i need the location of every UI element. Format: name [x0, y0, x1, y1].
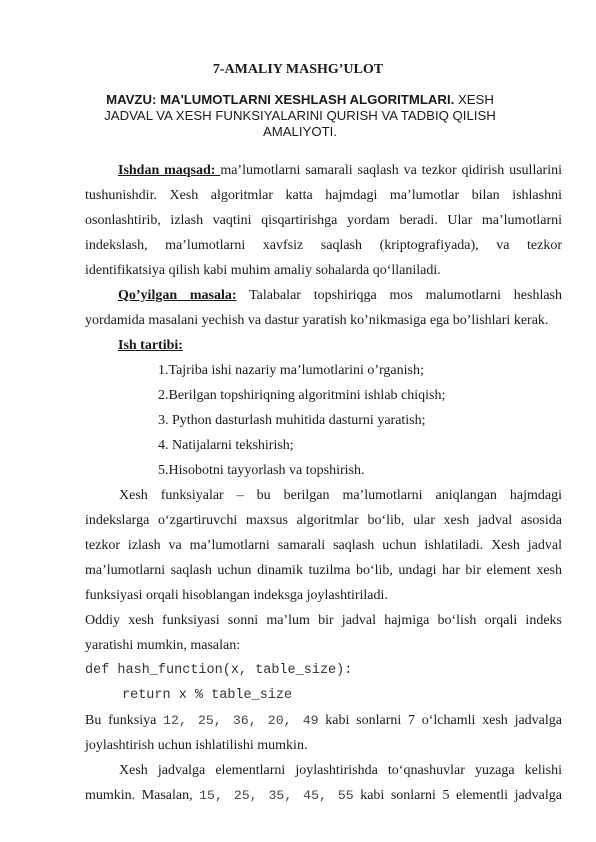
steps-heading: [118, 334, 562, 358]
para4-pre: mumkin. Masalan,: [85, 788, 200, 803]
subject-rest: XESH: [454, 92, 494, 107]
para3-line-1: [85, 709, 562, 733]
subject-heading: [100, 92, 500, 140]
para3-post: kabi sonlarni 7 o‘lchamli xesh jadvalga: [318, 713, 562, 728]
para1-line-3: tezkor izlash va ma’lumotlarni samarali saqlash uchun ishlatiladi. Xesh jadval: [85, 538, 562, 553]
code-line-2: return x % table_size: [122, 688, 293, 703]
para1-line-1: Xesh funksiyalar – bu berilgan ma’lumotlarni aniqlangan hajmdagi: [119, 488, 562, 503]
step-item: 1.Tajriba ishi nazariy ma’lumotlarini o’rganish;: [158, 363, 424, 378]
para3-line-2: joylashtirish uchun ishlatilishi mumkin.: [85, 738, 308, 753]
para3-numbers: 12, 25, 36, 20, 49: [163, 713, 319, 728]
goal-line-1: [118, 159, 562, 183]
page-title: 7-AMALIY MASHG’ULOT: [212, 62, 384, 77]
step-item: 2.Berilgan topshiriqning algoritmini ishlab chiqish;: [158, 388, 446, 403]
subject-bold: MAVZU: MA'LUMOTLARNI XESHLASH ALGORITMLARI.: [106, 92, 455, 107]
para4-numbers: 15, 25, 35, 45, 55: [199, 788, 354, 803]
goal-line-4: indekslash, ma’lumotlarni xavfsiz saqlash (kriptografiyada), va tezkor: [85, 238, 562, 253]
steps-label: Ish tartibi:: [118, 338, 183, 353]
para3-pre: Bu funksiya: [85, 713, 164, 728]
para2-line-1: Oddiy xesh funksiyasi sonni ma’lum bir jadval hajmiga bo‘lish orqali indeks: [85, 613, 562, 628]
subject-line-2: JADVAL VA XESH FUNKSIYALARINI QURISH VA TADBIQ QILISH: [104, 108, 496, 123]
task-line-2: yordamida masalani yechish va dastur yaratish ko’nikmasiga ega bo’lishlari kerak.: [85, 313, 549, 328]
task-line-1: [118, 284, 562, 308]
task-text: Talabalar topshiriqga mos malumotlarni heshlash: [236, 288, 563, 303]
para1-line-4: ma’lumotlarni saqlash uchun dinamik tuzilma bo‘lib, undagi har bir element xesh: [85, 563, 562, 578]
goal-line-5: identifikatsiya qilish kabi muhim amaliy sohalarda qo‘llaniladi.: [85, 263, 441, 278]
task-label: Qo’yilgan masala:: [118, 288, 237, 303]
para1-line-5: funksiyasi orqali hisoblangan indeksga joylashtiriladi.: [85, 588, 388, 603]
code-line-1: def hash_function(x, table_size):: [85, 663, 353, 678]
goal-line-3: osonlashtirib, izlash vaqtini qisqartirishga yordam beradi. Ular ma’lumotlarni: [85, 213, 562, 228]
step-item: 3. Python dasturlash muhitida dasturni yaratish;: [158, 413, 426, 428]
goal-text: ma’lumotlarni samarali saqlash va tezkor qidirish usullarini: [220, 163, 562, 178]
para4-line-2: [85, 784, 562, 808]
subject-line-3: AMALIYOTI.: [262, 124, 337, 139]
goal-line-2: tushunishdir. Xesh algoritmlar katta hajmdagi ma’lumotlar bilan ishlashni: [85, 188, 562, 203]
para4-line-1: Xesh jadvalga elementlarni joylashtirishda to‘qnashuvlar yuzaga kelishi: [119, 763, 562, 778]
step-item: 5.Hisobotni tayyorlash va topshirish.: [158, 463, 365, 478]
para1-line-2: indekslarga o‘zgartiruvchi maxsus algoritmlar bo‘lib, ular xesh jadval asosida: [85, 513, 562, 528]
para4-post: kabi sonlarni 5 elementli jadvalga: [353, 788, 562, 803]
para2-line-2: yaratishi mumkin, masalan:: [85, 638, 241, 653]
goal-label: Ishdan maqsad:: [118, 163, 221, 178]
step-item: 4. Natijalarni tekshirish;: [158, 438, 294, 453]
